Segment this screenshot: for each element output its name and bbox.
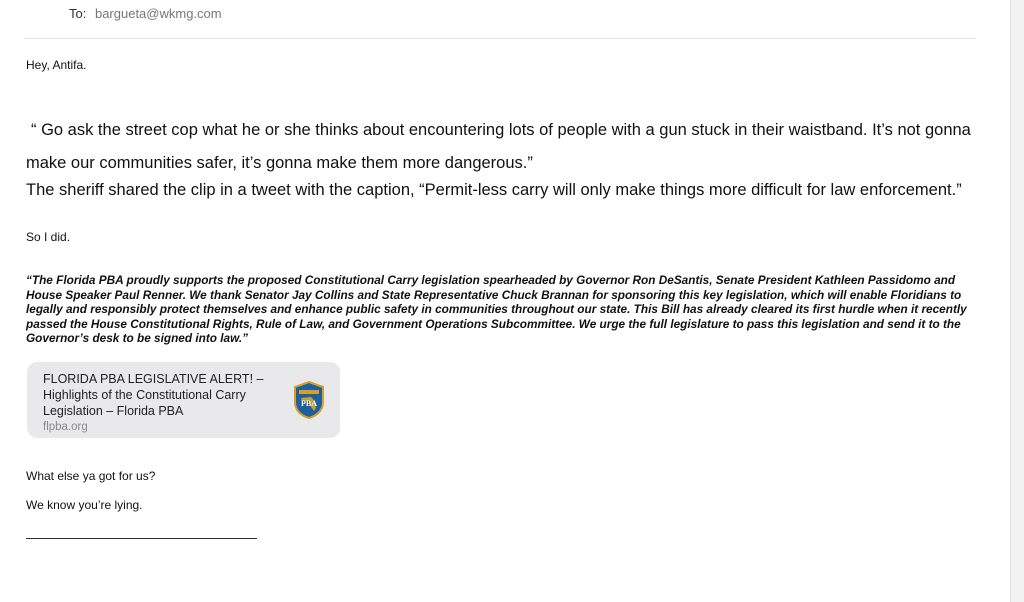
signature-divider xyxy=(26,538,257,539)
to-address[interactable]: bargueta@wkmg.com xyxy=(94,6,222,21)
what-else-text: What else ya got for us? xyxy=(26,469,156,483)
pba-statement-quote: “The Florida PBA proudly supports the proposed Constitutional Carry legislation spearheaded by Governor Ron DeSantis, Senate President Kathleen Passidomo and House Speaker Paul Renner. We thank Senator Jay Collins and State Representative Chuck Brannan for sponsoring this key legislation, which will enable Floridians to legally and responsibly protect themselves and enhance public safety in communities throughout our state. This Bill has already cleared its first hurdle when it recently passed the House Constitutional Rights, Rule of Law, and Government Operations Subcommittee. We urge the full legislature to pass this legislation and send it to the Governor’s desk to be signed into law.” xyxy=(26,273,967,345)
header-divider xyxy=(24,38,976,39)
lying-text: We know you’re lying. xyxy=(26,498,143,512)
sheriff-quote-line-1: “ Go ask the street cop what he or she thinks about encountering lots of people with a gun stuck in their waistband. It’s not gonna xyxy=(31,121,971,139)
so-i-did-text: So I did. xyxy=(26,230,71,244)
link-preview-domain: flpba.org xyxy=(43,421,88,433)
badge-text: PBA xyxy=(301,399,317,408)
florida-pba-badge-icon xyxy=(289,380,329,420)
greeting: Hey, Antifa. xyxy=(26,58,87,72)
link-preview-card[interactable] xyxy=(27,362,340,438)
scrollbar[interactable] xyxy=(1010,0,1024,602)
link-preview-title[interactable]: FLORIDA PBA LEGISLATIVE ALERT! – Highlights of the Constitutional Carry Legislation – Florida PBA xyxy=(43,372,264,418)
sheriff-quote xyxy=(26,114,986,180)
to-field xyxy=(69,6,222,21)
to-label: To: xyxy=(69,6,87,21)
sheriff-quote-line-2: make our communities safer, it’s gonna make them more dangerous.” xyxy=(26,154,533,172)
sheriff-caption: The sheriff shared the clip in a tweet with the caption, “Permit-less carry will only make things more difficult for law enforcement.” xyxy=(26,181,962,199)
